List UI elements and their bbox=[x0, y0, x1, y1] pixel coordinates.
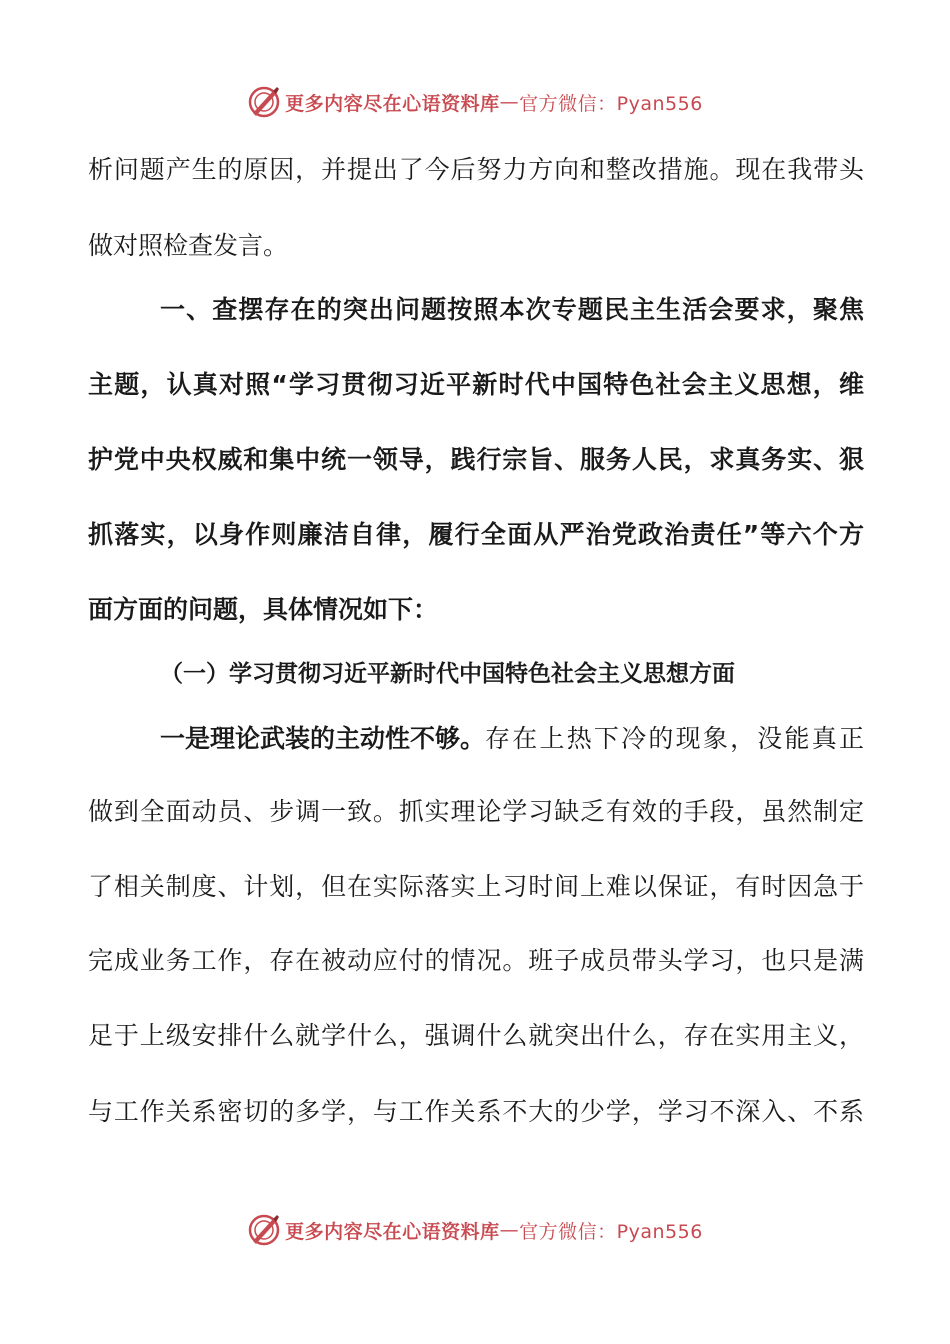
paragraph-line: 析问题产生的原因，并提出了今后努力方向和整改措施。现在我带头 bbox=[88, 155, 864, 184]
paragraph-line: 做对照检查发言。 bbox=[88, 231, 289, 260]
watermark-contact: 官方微信：Pyan556 bbox=[519, 92, 703, 115]
section-line: 抓落实，以身作则廉洁自律，履行全面从严治党政治责任”等六个方 bbox=[88, 520, 864, 549]
subsection-heading: （一）学习贯彻习近平新时代中国特色社会主义思想方面 bbox=[160, 660, 735, 687]
pen-seal-icon bbox=[247, 1213, 281, 1247]
section-line: 面方面的问题，具体情况如下： bbox=[88, 595, 439, 624]
point-line: 做到全面动员、步调一致。抓实理论学习缺乏有效的手段，虽然制定 bbox=[88, 797, 864, 826]
section-heading-line: 一、查摆存在的突出问题按照本次专题民主生活会要求，聚焦 bbox=[160, 295, 864, 324]
section-line: 护党中央权威和集中统一领导，践行宗旨、服务人民，求真务实、狠 bbox=[88, 445, 864, 474]
watermark-contact: 官方微信：Pyan556 bbox=[519, 1220, 703, 1243]
watermark-brand: 更多内容尽在心语资料库 bbox=[285, 92, 500, 115]
watermark-dash: — bbox=[499, 1219, 520, 1241]
watermark-dash: — bbox=[499, 91, 520, 113]
section-line: 主题，认真对照“学习贯彻习近平新时代中国特色社会主义思想，维 bbox=[88, 370, 864, 399]
point-line: 了相关制度、计划，但在实际落实上习时间上难以保证，有时因急于 bbox=[88, 872, 864, 901]
point-line: 足于上级安排什么就学什么，强调什么就突出什么，存在实用主义， bbox=[88, 1021, 864, 1050]
point-line: 与工作关系密切的多学，与工作关系不大的少学，学习不深入、不系 bbox=[88, 1097, 864, 1126]
header-watermark bbox=[0, 82, 950, 122]
watermark-brand: 更多内容尽在心语资料库 bbox=[285, 1220, 500, 1243]
point-first-line-rest: 存在上热下冷的现象，没能真正 bbox=[485, 724, 864, 753]
point-line: 完成业务工作，存在被动应付的情况。班子成员带头学习，也只是满 bbox=[88, 946, 864, 975]
point-lead: 一是理论武装的主动性不够。 bbox=[160, 724, 486, 753]
point-first-line bbox=[160, 721, 864, 757]
pen-seal-icon bbox=[247, 85, 281, 119]
footer-watermark bbox=[0, 1210, 950, 1250]
